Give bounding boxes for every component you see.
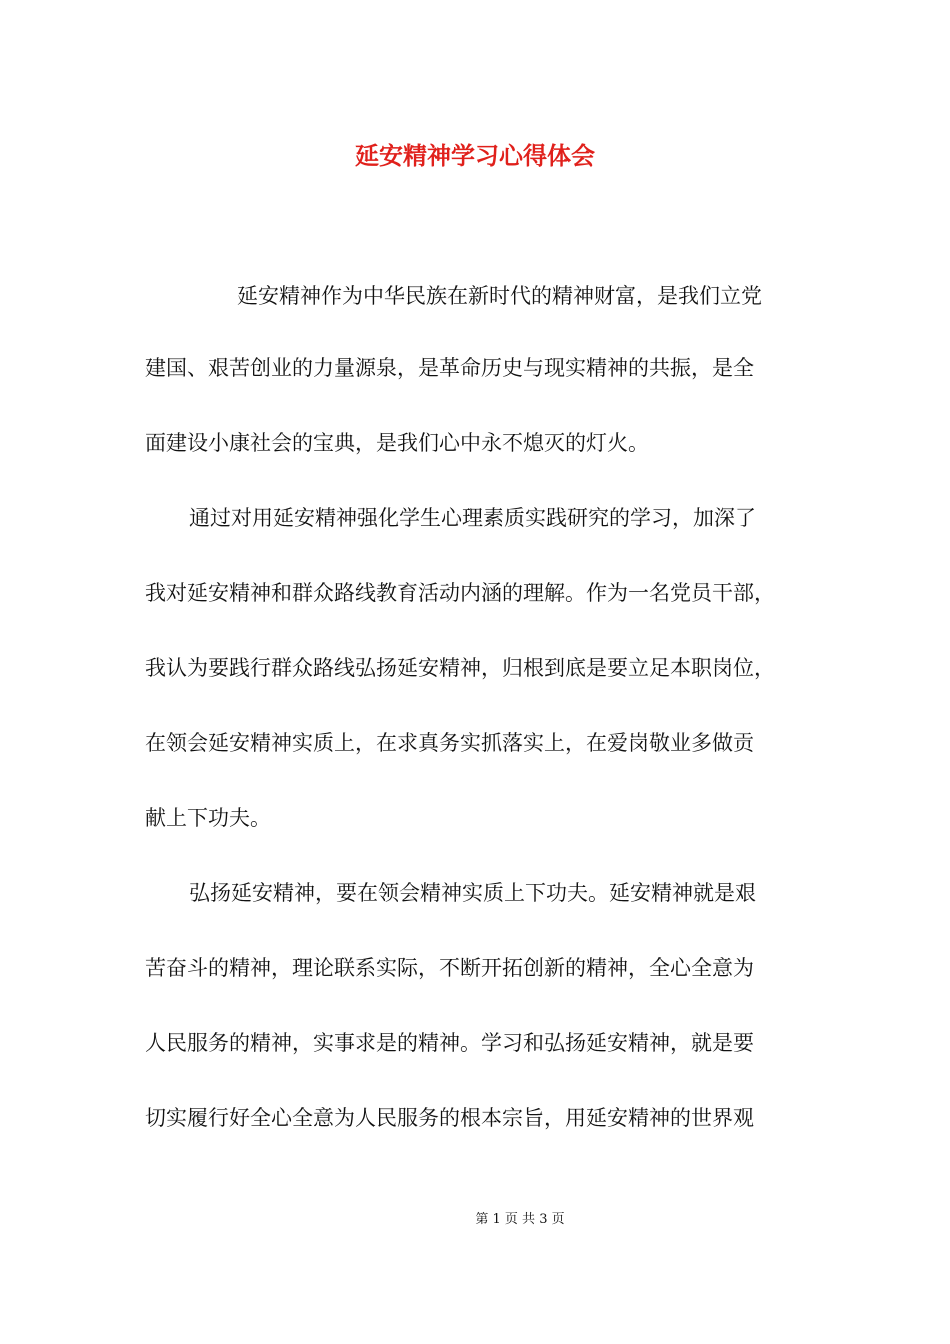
page-footer: 第 1 页 共 3 页 <box>475 1212 565 1227</box>
paragraph-3-line-3: 人民服务的精神，实事求是的精神。学习和弘扬延安精神，就是要 <box>145 1031 754 1055</box>
paragraph-1-line-3: 面建设小康社会的宝典，是我们心中永不熄灭的灯火。 <box>145 431 649 455</box>
paragraph-2-line-2: 我对延安精神和群众路线教育活动内涵的理解。作为一名党员干部， <box>145 581 775 605</box>
paragraph-3-line-1: 弘扬延安精神，要在领会精神实质上下功夫。延安精神就是艰 <box>189 881 756 905</box>
paragraph-3-line-2: 苦奋斗的精神，理论联系实际，不断开拓创新的精神，全心全意为 <box>145 956 754 980</box>
document-title: 延安精神学习心得体会 <box>355 141 595 170</box>
paragraph-2-line-4: 在领会延安精神实质上，在求真务实抓落实上，在爱岗敬业多做贡 <box>145 731 754 755</box>
paragraph-1-line-2: 建国、艰苦创业的力量源泉，是革命历史与现实精神的共振，是全 <box>145 356 754 380</box>
paragraph-3-line-4: 切实履行好全心全意为人民服务的根本宗旨，用延安精神的世界观 <box>145 1106 754 1130</box>
paragraph-2-line-5: 献上下功夫。 <box>145 806 271 830</box>
paragraph-2-line-1: 通过对用延安精神强化学生心理素质实践研究的学习，加深了 <box>189 506 756 530</box>
paragraph-2-line-3: 我认为要践行群众路线弘扬延安精神，归根到底是要立足本职岗位， <box>145 656 775 680</box>
paragraph-1-line-1: 延安精神作为中华民族在新时代的精神财富，是我们立党 <box>237 284 762 308</box>
